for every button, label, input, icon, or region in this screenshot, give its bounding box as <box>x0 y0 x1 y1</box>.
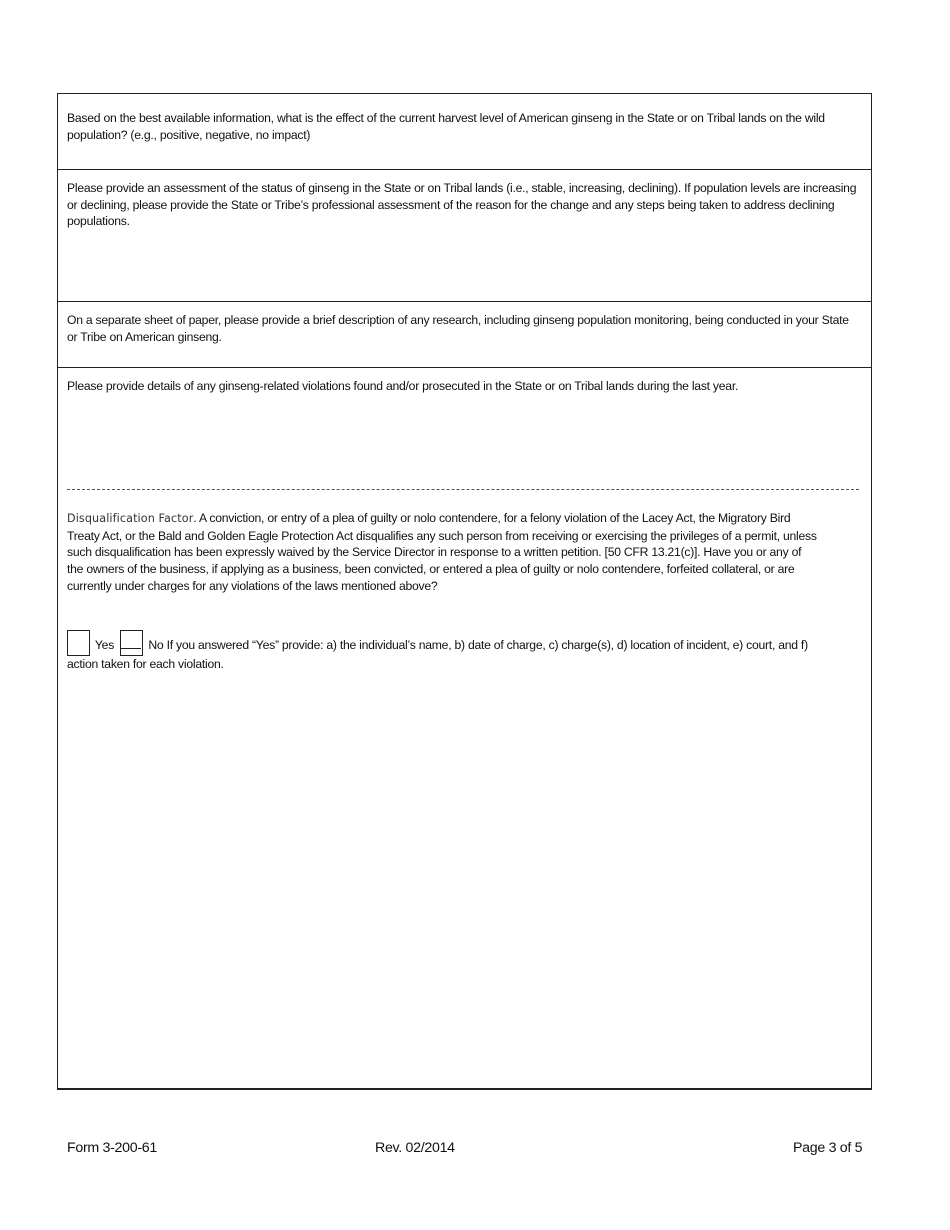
revision-date: Rev. 02/2014 <box>375 1140 455 1156</box>
page-number: Page 3 of 5 <box>793 1140 863 1156</box>
question-violations: Please provide details of any ginseng-related violations found and/or prosecuted in the State or on Tribal lands during the last year. <box>67 379 739 393</box>
disqualification-body: . A conviction, or entry of a plea of guilty or nolo contendere, for a felony violation of the Lacey Act, the Migratory Bird Treaty Act, or the Bald and Golden Eagle Protection Act disqualifies any such person from receiving or exercising the privileges of a permit, unless such disqualification has been expressly waived by the Service Director in response to a written petition. [50 CFR 13.21(c)]. Have you or any of the owners of the business, if applying as a business, been convicted, or entered a plea of guilty or nolo contendere, forfeited collateral, or are currently under charges for any violations of the laws mentioned above? <box>67 511 817 593</box>
dashed-divider <box>67 489 859 490</box>
disqualification-title: Disqualification Factor <box>67 512 194 525</box>
no-label: No <box>148 638 164 652</box>
question-status-assessment: Please provide an assessment of the status of ginseng in the State or on Tribal lands (i.e., stable, increasing, declining). If population levels are increasing or declining, please provide the State or Tribe’s professional assessment of the reason for the change and any steps being taken to address declining populations. <box>67 181 857 228</box>
yes-no-answer-row <box>67 630 811 673</box>
section-status-assessment <box>58 170 871 302</box>
section-violations <box>58 368 871 1091</box>
no-checkbox[interactable] <box>120 630 143 656</box>
form-box <box>57 93 872 1090</box>
form-number: Form 3-200-61 <box>67 1140 157 1156</box>
yes-checkbox[interactable] <box>67 630 90 656</box>
section-harvest-effect <box>58 94 871 170</box>
yes-instructions: If you answered “Yes” provide: a) the individual’s name, b) date of charge, c) charge(s), d) location of incident, e) court, and f) action taken for each violation. <box>67 638 808 671</box>
question-harvest-effect: Based on the best available information, what is the effect of the current harvest level of American ginseng in the State or on Tribal lands on the wild population? (e.g., positive, negative, no impact) <box>67 111 825 142</box>
disqualification-paragraph <box>67 510 819 595</box>
section-research <box>58 302 871 368</box>
yes-label: Yes <box>94 638 115 652</box>
no-blank-line <box>121 648 141 649</box>
question-research: On a separate sheet of paper, please provide a brief description of any research, including ginseng population monitoring, being conducted in your State or Tribe on American ginseng. <box>67 313 849 344</box>
